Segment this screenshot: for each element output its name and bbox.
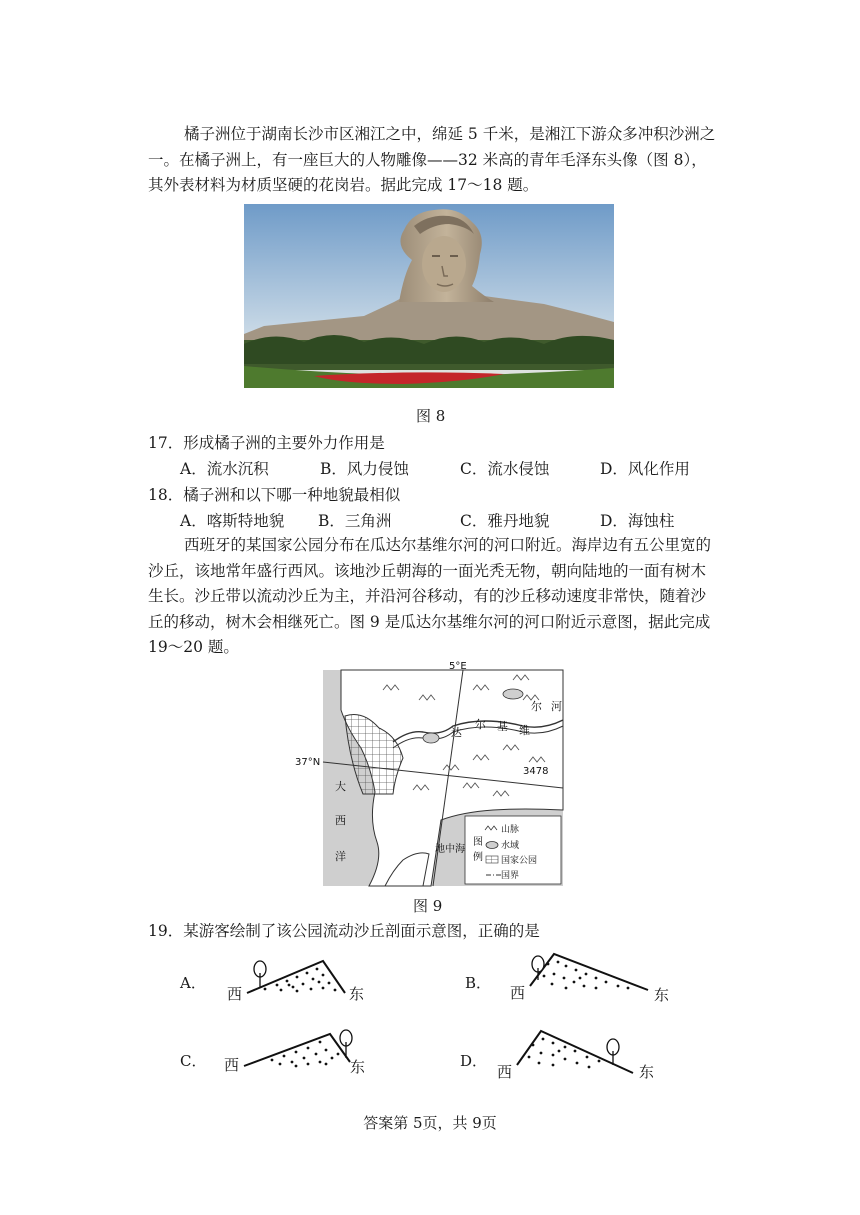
ocean-char: 西 xyxy=(335,814,346,827)
legend-item: 国家公园 xyxy=(501,856,538,866)
option-b[interactable]: B．风力侵蚀 xyxy=(320,460,409,478)
question-18-stem: 18．橘子洲和以下哪一种地貌最相似 xyxy=(148,486,401,504)
water-legend-icon xyxy=(486,842,498,849)
figure-9-caption: 图 9 xyxy=(413,897,443,915)
river-char: 维 xyxy=(519,724,530,737)
option-d-label[interactable]: D． xyxy=(460,1052,488,1070)
west-label: 西 xyxy=(510,984,526,1002)
sand-dots xyxy=(271,1041,340,1068)
passage-juzizhou: 橘子洲位于湖南长沙市区湘江之中，绵延 5 千米，是湘江下游众多冲积沙洲之一。在橘子洲上，有一座巨大的人物雕像——32 米高的青年毛泽东头像（图 8），其外表材料为材质坚硬的花岗岩。据此完成 17～18 题。 xyxy=(148,125,716,194)
option-d[interactable]: D．海蚀柱 xyxy=(600,512,675,530)
sand-dots xyxy=(543,961,630,990)
ocean-char: 大 xyxy=(335,780,346,793)
dune-profile-d[interactable] xyxy=(495,1025,665,1081)
river-char: 基 xyxy=(497,720,508,733)
east-label: 东 xyxy=(654,986,670,1004)
east-label: 东 xyxy=(639,1063,655,1081)
passage-spain-park: 西班牙的某国家公园分布在瓜达尔基维尔河的河口附近。海岸边有五公里宽的沙丘，该地常年盛行西风。该地沙丘朝海的一面光秃无物，朝向陆地的一面有树木生长。沙丘带以流动沙丘为主，并沿河谷移动，有的沙丘移动速度非常快，随着沙丘的移动，树木会相继死亡。图 9 是瓜达尔基维尔河的河口附近示意图，据此完成 19～20 题。 xyxy=(148,536,712,656)
east-label: 东 xyxy=(350,1058,366,1076)
option-a[interactable]: A．喀斯特地貌 xyxy=(180,512,285,530)
question-19-stem: 19．某游客绘制了该公园流动沙丘剖面示意图，正确的是 xyxy=(148,922,540,940)
option-d[interactable]: D．风化作用 xyxy=(600,460,690,478)
question-17-stem: 17．形成橘子洲的主要外力作用是 xyxy=(148,434,385,452)
option-b-label[interactable]: B． xyxy=(465,974,492,992)
tree-icon xyxy=(532,956,544,980)
river-char: 尔 xyxy=(531,700,542,713)
ocean-char: 洋 xyxy=(335,850,346,863)
option-a-label[interactable]: A． xyxy=(180,974,206,992)
legend-char: 例 xyxy=(473,852,483,863)
option-a[interactable]: A．流水沉积 xyxy=(180,460,269,478)
longitude-label: 5°E xyxy=(449,661,467,672)
river-char: 达 xyxy=(451,726,462,739)
option-b[interactable]: B．三角洲 xyxy=(318,512,392,530)
river-char: 河 xyxy=(551,700,562,713)
map-legend xyxy=(465,816,561,884)
option-c-label[interactable]: C． xyxy=(180,1052,207,1070)
question-18-options xyxy=(180,509,720,531)
west-label: 西 xyxy=(497,1063,513,1081)
figure-9-map xyxy=(295,661,563,886)
statue-photo-image xyxy=(244,204,614,388)
legend-item: 水域 xyxy=(501,841,520,851)
tree-icon xyxy=(254,961,266,987)
page-footer: 答案第 5页，共 9页 xyxy=(363,1114,497,1132)
park-legend-icon xyxy=(486,856,498,863)
question-17-options xyxy=(180,457,720,479)
river-char: 尔 xyxy=(475,718,486,731)
tree-icon xyxy=(340,1030,352,1058)
figure-8-photo xyxy=(244,204,614,388)
latitude-label: 37°N xyxy=(295,757,321,768)
option-c[interactable]: C．雅丹地貌 xyxy=(460,512,550,530)
river-mouth-map xyxy=(295,661,563,886)
option-c[interactable]: C．流水侵蚀 xyxy=(460,460,550,478)
west-label: 西 xyxy=(224,1056,240,1074)
east-label: 东 xyxy=(349,985,365,1003)
figure-8-caption: 图 8 xyxy=(416,407,446,425)
dune-profile-b[interactable] xyxy=(508,948,678,1004)
west-label: 西 xyxy=(227,985,243,1003)
peak-elevation-label: 3478 xyxy=(523,766,549,777)
legend-item: 国界 xyxy=(501,871,520,881)
sea-label: 地中海 xyxy=(435,844,465,855)
legend-item: 山脉 xyxy=(501,825,520,835)
dune-profile-c[interactable] xyxy=(222,1028,382,1078)
legend-char: 图 xyxy=(473,837,483,848)
dune-profile-a[interactable] xyxy=(225,955,365,1001)
